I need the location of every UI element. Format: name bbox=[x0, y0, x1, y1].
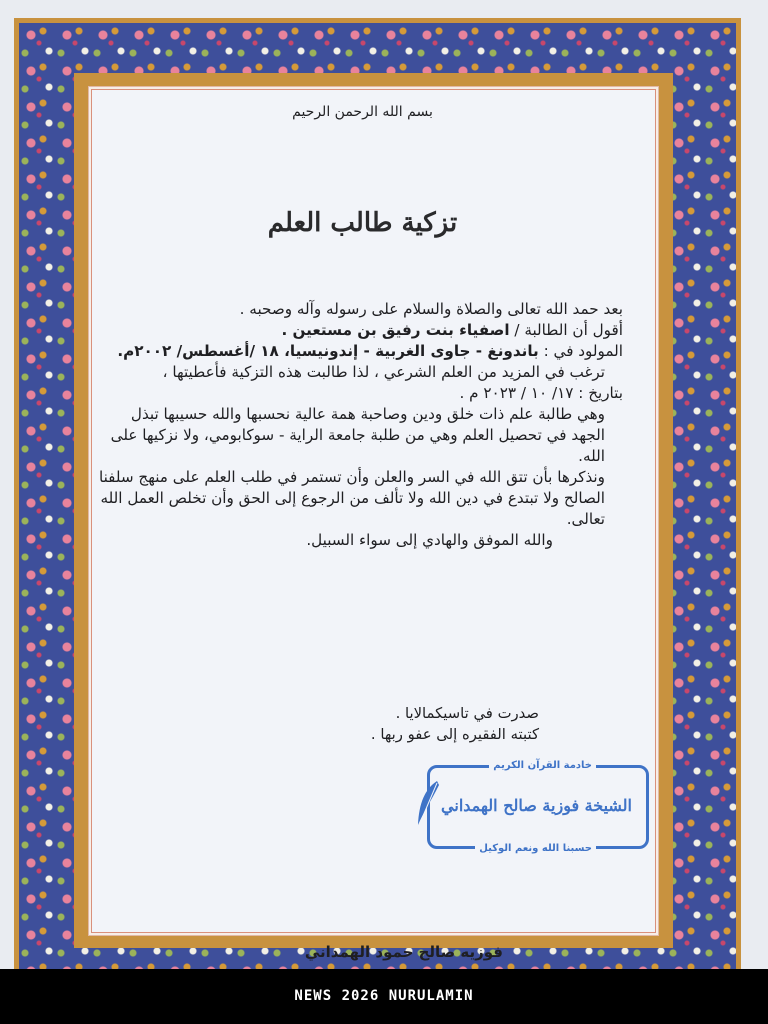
final-prayer: والله الموفق والهادي إلى سواء السبيل. bbox=[306, 531, 553, 549]
closing-block bbox=[371, 703, 539, 745]
official-stamp bbox=[417, 760, 653, 854]
certificate-body bbox=[94, 299, 623, 551]
document-title: تزكية طالب العلم bbox=[267, 208, 458, 238]
quill-icon bbox=[415, 779, 441, 829]
advice-paragraph: ونذكرها بأن تتق الله في السر والعلن وأن تستمر في طلب العلم على منهج سلفنا الصالح ولا تبتدع في دين الله ولا تألف من الرجوع إلى الحق وأن تخلص العمل الله تعالى. bbox=[98, 468, 605, 528]
birth-details: باندونغ - جاوى الغربية - إندونيسيا، ١٨ /أغسطس/ ٢٠٠٢م. bbox=[117, 342, 539, 360]
birth-label: المولود في : bbox=[538, 342, 623, 360]
footer-caption-bar bbox=[0, 969, 768, 1024]
opening-line: بعد حمد الله تعالى والصلاة والسلام على رسوله وآله وصحبه . bbox=[239, 300, 623, 318]
character-paragraph: وهي طالبة علم ذات خلق ودين وصاحبة همة عالية نحسبها والله حسيبها تبذل الجهد في تحصيل العلم وهي من طلبة جامعة الراية - سوكابومي، ولا نزكيها على الله. bbox=[110, 405, 605, 465]
basmala-heading: بسم الله الرحمن الرحيم bbox=[292, 104, 433, 120]
birth-line bbox=[94, 341, 623, 362]
stamp-top-text: خادمة القرآن الكريم bbox=[489, 760, 596, 771]
written-by: كتبته الفقيره إلى عفو ربها . bbox=[370, 726, 539, 743]
stamp-bottom-text: حسبنا الله ونعم الوكيل bbox=[475, 843, 596, 854]
date-line: بتاريخ : ١٧/ ١٠ / ٢٠٢٣ م . bbox=[459, 384, 623, 402]
stamp-name: الشيخة فوزية صالح الهمداني bbox=[441, 796, 632, 815]
student-name: اصفياء بنت رفيق بن مستعين . bbox=[281, 321, 510, 339]
stamp-border bbox=[427, 760, 649, 854]
signer-name: فوزيه صالح حمود الهمداني bbox=[304, 943, 503, 961]
footer-caption: NEWS 2026 NURULAMIN bbox=[294, 988, 474, 1004]
request-line: ترغب في المزيد من العلم الشرعي ، لذا طالبت هذه التزكية فأعطيتها ، bbox=[162, 363, 605, 381]
student-label: أقول أن الطالبة / bbox=[509, 321, 623, 339]
student-line bbox=[94, 320, 623, 341]
issued-location: صدرت في تاسيكمالايا . bbox=[395, 705, 539, 722]
